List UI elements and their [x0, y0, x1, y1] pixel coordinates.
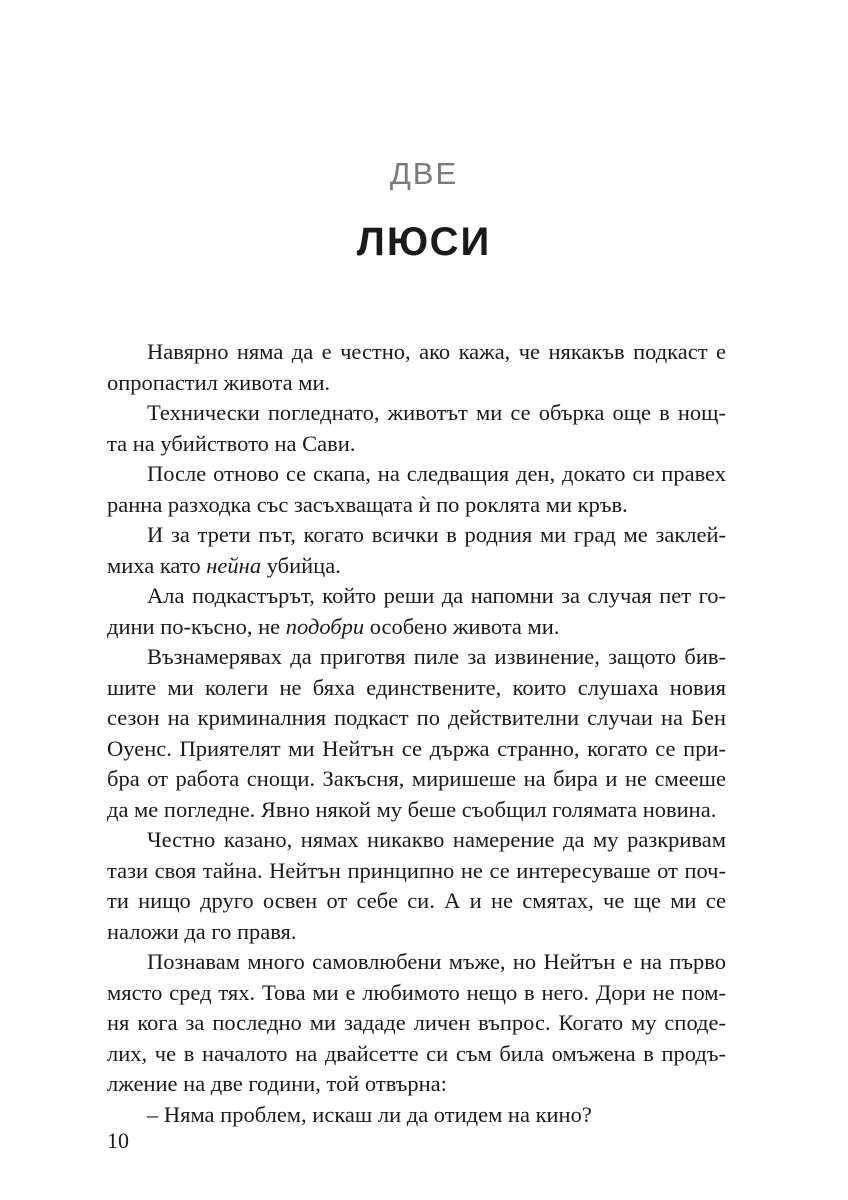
text-line: да ме погледне. Явно някой му беше съобщил голямата новина. — [107, 796, 717, 822]
text-line: лих, че в началото на двайсетте си съм била омъжена в продъ- — [107, 1040, 726, 1066]
text-line: тази своя тайна. Нейтън принципно не се интересуваше от поч- — [107, 857, 726, 883]
chapter-title: ЛЮСИ — [356, 220, 492, 264]
text-line: ранна разходка със засъхващата ѝ по роклята ми кръв. — [107, 491, 628, 517]
text-line: шите ми колеги не бяха единствените, които слушаха новия — [107, 674, 726, 700]
text-line: Възнамерявах да приготвя пиле за извинение, защото бив- — [147, 644, 726, 669]
page-number: 10 — [107, 1128, 129, 1153]
text-segment: дини по-късно, не — [107, 613, 286, 639]
text-segment: миха като — [107, 552, 207, 578]
text-line: ти нищо друго освен от себе си. А и не смятах, че ще ми се — [107, 888, 726, 913]
emphasis-text: подобри — [285, 613, 365, 639]
chapter-body — [107, 337, 726, 1130]
text-segment: убийца. — [261, 552, 341, 578]
text-line: Познавам много самовлюбени мъже, но Нейтън е на първо — [147, 949, 726, 974]
text-line: Навярно няма да е честно, ако кажа, че някакъв подкаст е — [147, 339, 726, 364]
text-line: лжение на две години, той отвърна: — [107, 1071, 447, 1096]
emphasis-text: нейна — [206, 552, 262, 578]
text-line: После отново се скапа, на следващия ден, докато си правех — [147, 461, 726, 486]
text-line — [107, 551, 726, 582]
text-line: та на убийството на Сави. — [107, 430, 356, 456]
text-line: място сред тях. Това ми е любимото нещо в него. Дори не пом- — [107, 979, 726, 1005]
text-line: Технически погледнато, животът ми се обърка още в нощ- — [147, 400, 726, 425]
text-line: наложи да го правя. — [107, 918, 297, 944]
text-line: сезон на криминалния подкаст по действителни случаи на Бен — [107, 705, 726, 730]
chapter-number: ДВЕ — [389, 156, 459, 191]
text-line: Ала подкастърът, който реши да напомни за случая пет го- — [147, 583, 726, 608]
text-line: ня кога за последно ми зададе личен въпрос. Когато му споде- — [107, 1010, 726, 1035]
text-line: опропастил живота ми. — [107, 369, 331, 395]
text-line: Честно казано, нямах никакво намерение да му разкривам — [147, 827, 726, 852]
text-line: Оуенс. Приятелят ми Нейтън се държа странно, когато се при- — [107, 735, 726, 761]
text-line: И за трети път, когато всички в родния ми град ме заклей- — [147, 522, 726, 547]
text-segment: особено живота ми. — [364, 613, 560, 639]
text-line: – Няма проблем, искаш ли да отидем на кино? — [147, 1101, 592, 1127]
text-line — [107, 612, 726, 643]
text-line: бра от работа снощи. Закъсня, миришеше на бира и не смееше — [107, 766, 726, 791]
